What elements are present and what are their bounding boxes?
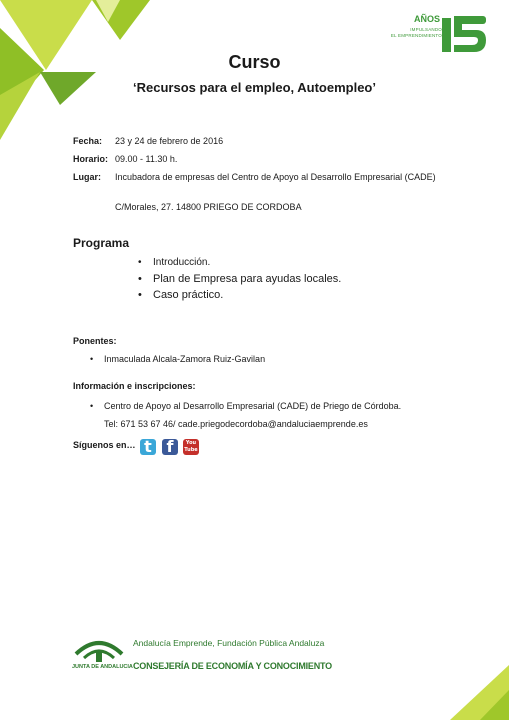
programa-heading: Programa [73,236,130,250]
course-title: Curso [228,52,281,72]
list-item: • Introducción. [138,255,341,271]
horario-value: 09.00 - 11.30 h. [115,154,178,164]
lugar-label: Lugar: [73,172,101,182]
fecha-label: Fecha: [73,136,103,146]
junta-andalucia-emblem-icon [72,632,126,664]
lugar-address-row [73,201,437,213]
ponentes-heading: Ponentes: [73,336,117,346]
informacion-item: • Centro de Apoyo al Desarrollo Empresarial (CADE) de Priego de Córdoba. [90,400,401,412]
informacion-heading: Información e inscripciones: [73,381,196,391]
lugar-value: Incubadora de empresas del Centro de Apoyo al Desarrollo Empresarial (CADE) [115,172,436,182]
junta-label: JUNTA DE ANDALUCIA [72,664,133,670]
social-label: Síguenos en… [73,440,136,450]
programa-list [138,255,341,303]
footer-consejeria: CONSEJERÍA DE ECONOMÍA Y CONOCIMIENTO [133,661,332,671]
twitter-icon[interactable]: t [140,439,156,455]
decorative-triangles-bottom-right [420,655,509,720]
logo-tagline: IMPULSANDO EL EMPRENDIMIENTO [390,27,442,38]
lugar-row [73,171,437,183]
list-item: • Caso práctico. [138,287,341,303]
facebook-icon[interactable]: f [162,439,178,455]
anos-label: AÑOS [414,14,441,24]
footer-org-line: Andalucía Emprende, Fundación Pública Andaluza [133,638,325,648]
fecha-row [73,135,437,147]
contact-info: Tel: 671 53 67 46/ cade.priegodecordoba@andaluciaemprende.es [104,419,368,429]
horario-label: Horario: [73,154,109,164]
youtube-icon[interactable]: You Tube [184,440,198,453]
list-item: • Plan de Empresa para ayudas locales. [138,271,341,287]
horario-row [73,153,437,165]
fifteen-mark-icon [442,12,488,54]
lugar-address: C/Morales, 27. 14800 PRIEGO DE CORDOBA [115,202,302,212]
ponente-item: • Inmaculada Alcala-Zamora Ruiz-Gavilan [90,353,265,365]
fecha-value: 23 y 24 de febrero de 2016 [115,136,224,146]
course-subtitle: ‘Recursos para el empleo, Autoempleo’ [133,80,376,95]
